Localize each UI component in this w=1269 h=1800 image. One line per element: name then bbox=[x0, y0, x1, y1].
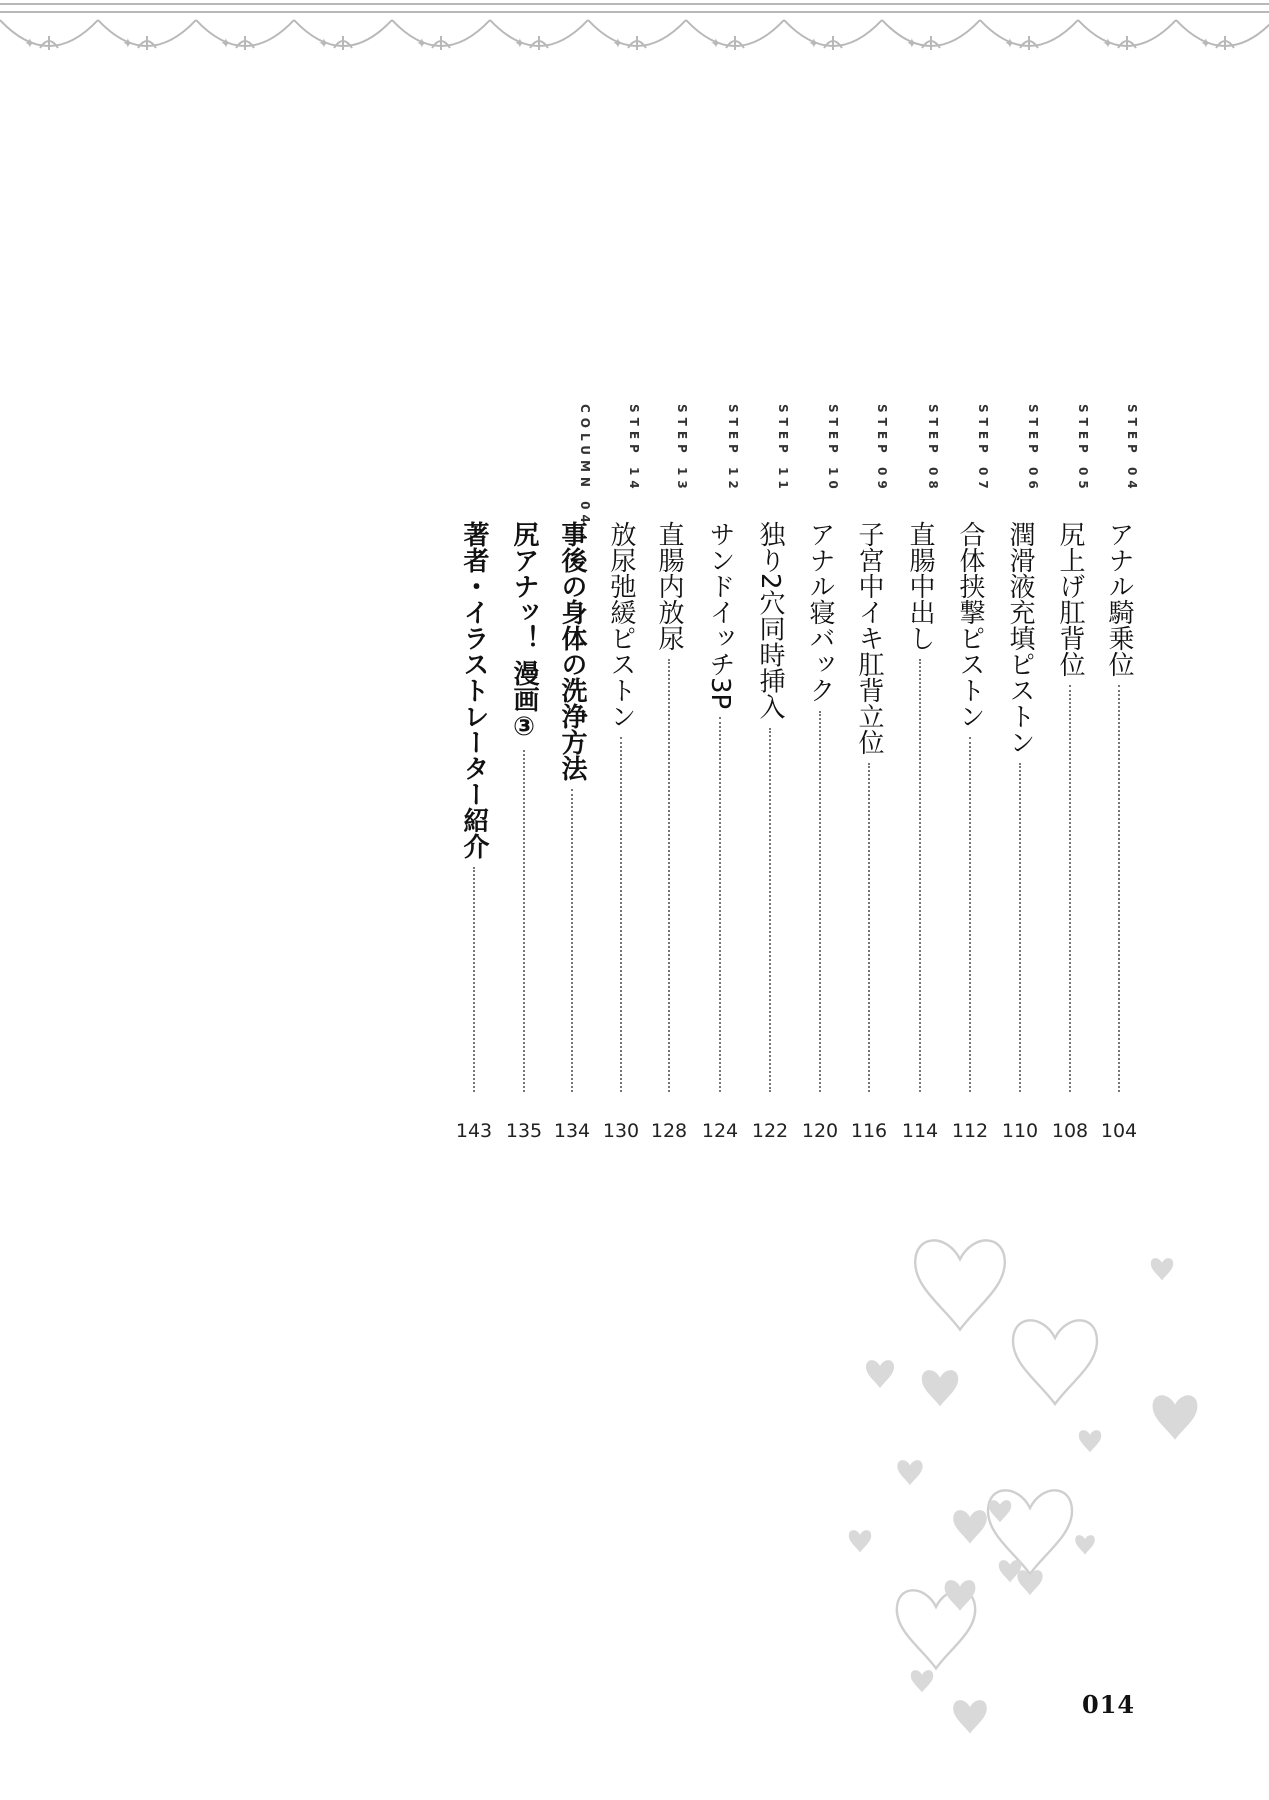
svg-text:✦: ✦ bbox=[318, 36, 330, 52]
entry-page-number: 135 bbox=[505, 1120, 543, 1142]
toc-entry[interactable] bbox=[950, 404, 990, 1144]
dot-leader bbox=[819, 711, 821, 1092]
entry-page-number: 128 bbox=[650, 1120, 688, 1142]
svg-text:✦: ✦ bbox=[122, 36, 134, 52]
svg-text:✦: ✦ bbox=[24, 36, 36, 52]
entry-page-number: 122 bbox=[751, 1120, 789, 1142]
entry-page-number: 116 bbox=[850, 1120, 888, 1142]
toc-entry[interactable] bbox=[601, 404, 641, 1144]
toc-entry[interactable] bbox=[649, 404, 689, 1144]
entry-page-number: 134 bbox=[553, 1120, 591, 1142]
svg-text:✦: ✦ bbox=[1102, 36, 1114, 52]
entry-title: 著者・イラストレーター紹介 bbox=[459, 521, 489, 859]
entry-page-number: 120 bbox=[801, 1120, 839, 1142]
dot-leader bbox=[969, 737, 971, 1092]
svg-text:✦: ✦ bbox=[416, 36, 428, 52]
toc-entry[interactable] bbox=[750, 404, 790, 1144]
entry-title: 子宮中イキ肛背立位 bbox=[854, 521, 884, 755]
step-label: STEP 14 bbox=[627, 404, 641, 494]
dot-leader bbox=[571, 789, 573, 1092]
dot-leader bbox=[919, 659, 921, 1092]
svg-text:✦: ✦ bbox=[808, 36, 820, 52]
step-label: STEP 06 bbox=[1026, 404, 1040, 494]
step-label: STEP 11 bbox=[776, 404, 790, 494]
svg-text:✦: ✦ bbox=[1004, 36, 1016, 52]
entry-title: 尻アナッ！ 漫画③ bbox=[509, 521, 539, 743]
entry-page-number: 112 bbox=[951, 1120, 989, 1142]
entry-title: 放尿弛緩ピストン bbox=[606, 521, 636, 729]
dot-leader bbox=[1069, 685, 1071, 1092]
toc-entry[interactable] bbox=[800, 404, 840, 1144]
step-label: STEP 07 bbox=[976, 404, 990, 494]
toc-entry[interactable] bbox=[900, 404, 940, 1144]
svg-text:✦: ✦ bbox=[906, 36, 918, 52]
dot-leader bbox=[1118, 685, 1120, 1092]
dot-leader bbox=[473, 867, 475, 1092]
step-label: STEP 04 bbox=[1125, 404, 1139, 494]
dot-leader bbox=[769, 728, 771, 1092]
svg-text:✦: ✦ bbox=[710, 36, 722, 52]
toc-entry[interactable] bbox=[1050, 404, 1090, 1144]
step-label: COLUMN 04 bbox=[578, 404, 592, 528]
entry-title: 合体挟撃ピストン bbox=[955, 521, 985, 729]
entry-page-number: 110 bbox=[1001, 1120, 1039, 1142]
entry-page-number: 108 bbox=[1051, 1120, 1089, 1142]
toc-entry[interactable] bbox=[504, 404, 544, 1144]
step-label: STEP 09 bbox=[875, 404, 889, 494]
toc-entry[interactable] bbox=[1000, 404, 1040, 1144]
entry-title: 事後の身体の洗浄方法 bbox=[557, 521, 587, 781]
step-label: STEP 08 bbox=[926, 404, 940, 494]
entry-title: 尻上げ肛背位 bbox=[1055, 521, 1085, 677]
entry-page-number: 104 bbox=[1100, 1120, 1138, 1142]
entry-title: 潤滑液充填ピストン bbox=[1005, 521, 1035, 755]
toc-entry[interactable] bbox=[849, 404, 889, 1144]
entry-title: 独り2穴同時挿入 bbox=[755, 521, 785, 720]
dot-leader bbox=[668, 659, 670, 1092]
entry-page-number: 130 bbox=[602, 1120, 640, 1142]
toc-entry[interactable] bbox=[700, 404, 740, 1144]
dot-leader bbox=[719, 717, 721, 1092]
entry-title: 直腸内放尿 bbox=[654, 521, 684, 651]
toc-entry[interactable] bbox=[1099, 404, 1139, 1144]
entry-title: アナル騎乗位 bbox=[1104, 521, 1134, 677]
entry-page-number: 143 bbox=[455, 1120, 493, 1142]
entry-title: アナル寝バック bbox=[805, 521, 835, 703]
dot-leader bbox=[620, 737, 622, 1092]
step-label: STEP 12 bbox=[726, 404, 740, 494]
svg-text:✦: ✦ bbox=[612, 36, 624, 52]
dot-leader bbox=[868, 763, 870, 1092]
dot-leader bbox=[523, 750, 525, 1092]
svg-text:✦: ✦ bbox=[220, 36, 232, 52]
entry-title: サンドイッチ3P bbox=[705, 521, 735, 710]
dot-leader bbox=[1019, 763, 1021, 1092]
step-label: STEP 10 bbox=[826, 404, 840, 494]
toc-entry[interactable] bbox=[552, 404, 592, 1144]
svg-text:✦: ✦ bbox=[1200, 36, 1212, 52]
entry-page-number: 114 bbox=[901, 1120, 939, 1142]
toc-entry[interactable] bbox=[454, 404, 494, 1144]
step-label: STEP 13 bbox=[675, 404, 689, 494]
page-number: 014 bbox=[1082, 1690, 1136, 1719]
entry-page-number: 124 bbox=[701, 1120, 739, 1142]
entry-title: 直腸中出し bbox=[905, 521, 935, 651]
svg-text:✦: ✦ bbox=[514, 36, 526, 52]
step-label: STEP 05 bbox=[1076, 404, 1090, 494]
